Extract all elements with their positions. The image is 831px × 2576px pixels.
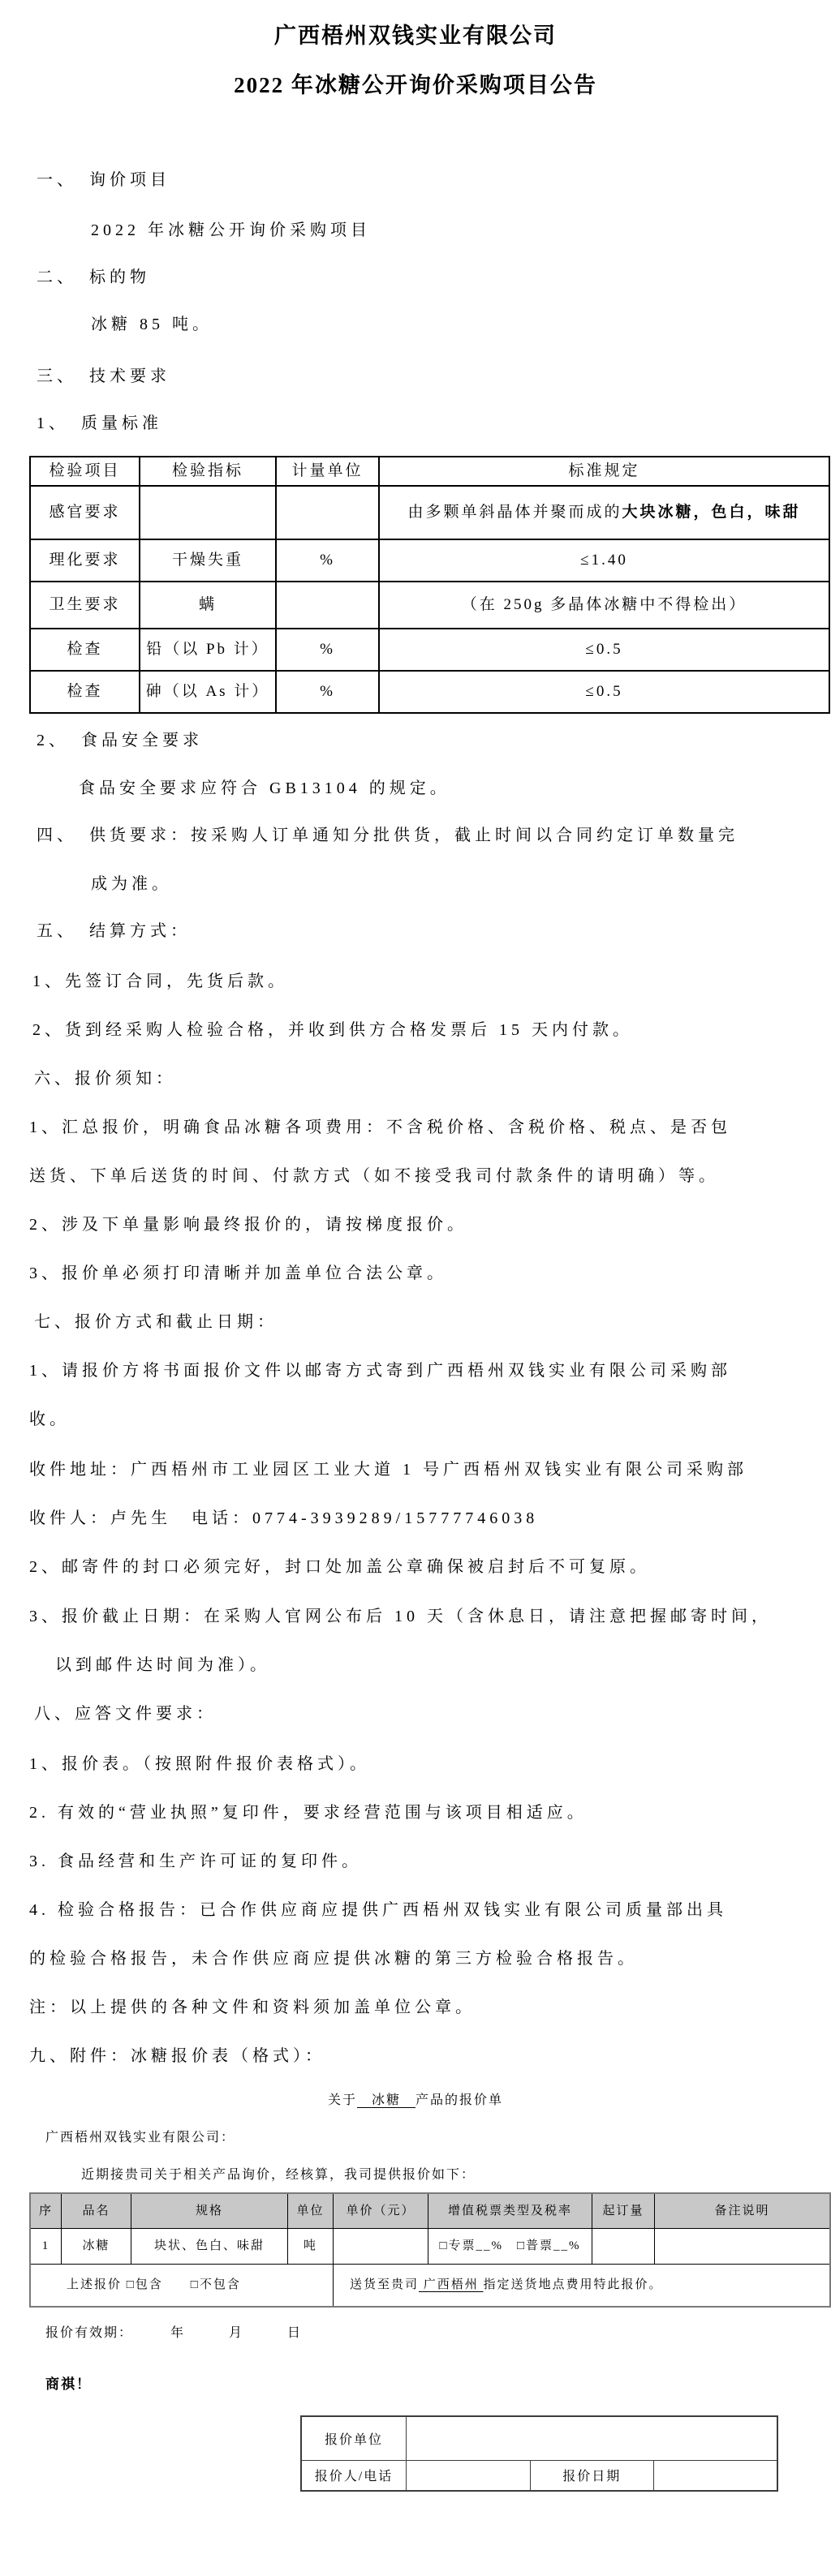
delivery-note-cell	[334, 2264, 831, 2307]
table-header-row	[30, 457, 829, 486]
table-header-row	[30, 2193, 830, 2228]
table-cell: 理化要求	[30, 539, 140, 582]
doc-line: 送货、下单后送货的时间、付款方式（如不接受我司付款条件的请明确）等。	[29, 1167, 719, 1185]
table-cell: ≤0.5	[379, 671, 829, 713]
quotation-table	[29, 2192, 822, 2308]
section-heading-quotation-notes: 六、报价须知：	[34, 1070, 176, 1088]
section-heading-response-docs: 八、应答文件要求：	[34, 1705, 217, 1723]
attachment-intro: 近期接贵司关于相关产品询价，经核算，我司提供报价如下：	[81, 2168, 476, 2182]
doc-line: 2022 年冰糖公开询价采购项目	[91, 221, 371, 239]
section-heading-technical: 三、 技术要求	[37, 367, 170, 385]
doc-line: 冰糖 85 吨。	[91, 316, 213, 333]
tax-type-cell: □专票__% □普票__%	[428, 2228, 592, 2264]
table-cell: 干燥失重	[140, 539, 276, 582]
table-cell: %	[276, 539, 379, 582]
closing-salutation: 商祺！	[45, 2376, 92, 2392]
std-text: 由多颗单斜晶体并聚而成的	[407, 504, 622, 521]
table-header-cell: 规格	[131, 2193, 288, 2228]
table-cell: 铅（以 Pb 计）	[140, 629, 276, 671]
table-row	[30, 582, 829, 629]
table-cell: 冰糖	[62, 2228, 131, 2264]
table-header-cell: 序	[30, 2193, 62, 2228]
table-row	[30, 539, 829, 582]
doc-line: 3、报价单必须打印清晰并加盖单位合法公章。	[29, 1264, 447, 1282]
table-cell	[592, 2228, 655, 2264]
section-heading-subject: 二、 标的物	[37, 268, 150, 286]
table-header-cell: 计量单位	[276, 457, 379, 486]
doc-line: 2、货到经采购人检验合格，并收到供方合格发票后 15 天内付款。	[32, 1021, 633, 1039]
doc-line: 2. 有效的“营业执照”复印件，要求经营范围与该项目相适应。	[29, 1804, 588, 1822]
doc-line: 1、请报价方将书面报价文件以邮寄方式寄到广西梧州双钱实业有限公司采购部	[29, 1362, 731, 1380]
table-row	[30, 486, 829, 539]
table-cell: %	[276, 629, 379, 671]
delivery-prefix: 送货至贵司	[350, 2278, 420, 2292]
table-row	[30, 629, 829, 671]
table-cell: ≤0.5	[379, 629, 829, 671]
doc-line: 1、报价表。（按照附件报价表格式）。	[29, 1755, 370, 1773]
table-cell: （在 250g 多晶体冰糖中不得检出）	[379, 582, 829, 629]
section-heading-supply: 四、 供货要求：按采购人订单通知分批供货，截止时间以合同约定订单数量完	[37, 826, 738, 844]
doc-line: 3. 食品经营和生产许可证的复印件。	[29, 1853, 362, 1870]
section-heading-inquiry: 一、 询价项目	[37, 171, 170, 189]
quote-contact-value-cell	[407, 2460, 531, 2491]
table-row	[301, 2416, 777, 2460]
table-cell: 卫生要求	[30, 582, 140, 629]
table-header-cell: 增值税票类型及税率	[428, 2193, 592, 2228]
attachment-addressee: 广西梧州双钱实业有限公司：	[45, 2131, 236, 2145]
doc-line: 的检验合格报告，未合作供应商应提供冰糖的第三方检验合格报告。	[29, 1950, 638, 1968]
section-heading-quote-method-deadline: 七、报价方式和截止日期：	[34, 1313, 278, 1331]
quote-title-product-underlined: 冰糖	[356, 2093, 416, 2107]
doc-line: 成为准。	[91, 875, 172, 893]
recipient-phone-line: 收件人：卢先生 电话：0774-3939289/15777746038	[29, 1509, 539, 1527]
subsection-quality-standard: 1、 质量标准	[37, 414, 162, 432]
table-cell: %	[276, 671, 379, 713]
signature-table	[300, 2415, 774, 2492]
table-cell: 块状、色白、味甜	[131, 2228, 288, 2264]
doc-line: 2、邮寄件的封口必须完好，封口处加盖公章确保被启封后不可复原。	[29, 1558, 650, 1576]
quote-includes-checkboxes-cell: 上述报价 □包含 □不包含	[30, 2264, 334, 2307]
table-row	[30, 2228, 830, 2264]
quote-title-suffix: 产品的报价单	[416, 2093, 504, 2107]
table-row	[30, 671, 829, 713]
quotation-table-grid	[29, 2192, 831, 2308]
table-cell: 吨	[288, 2228, 334, 2264]
quote-date-label-cell: 报价日期	[530, 2460, 654, 2491]
page-subtitle: 2022 年冰糖公开询价采购项目公告	[234, 73, 597, 97]
table-header-cell: 检验指标	[140, 457, 276, 486]
deadline-line: 3、报价截止日期：在采购人官网公布后 10 天（含休息日，请注意把握邮寄时间，	[29, 1608, 772, 1625]
table-header-cell: 备注说明	[655, 2193, 831, 2228]
table-cell: 检查	[30, 629, 140, 671]
quote-contact-label-cell: 报价人/电话	[301, 2460, 407, 2491]
table-cell: ≤1.40	[379, 539, 829, 582]
quality-standard-table-grid	[29, 456, 830, 714]
table-cell	[276, 486, 379, 539]
quote-date-value-cell	[654, 2460, 778, 2491]
table-cell: 螨	[140, 582, 276, 629]
delivery-place-underlined: 广西梧州	[419, 2278, 484, 2292]
quote-title-prefix: 关于	[327, 2093, 357, 2107]
table-cell: 砷（以 As 计）	[140, 671, 276, 713]
quote-validity-line: 报价有效期： 年 月 日	[45, 2326, 303, 2340]
doc-line: 食品安全要求应符合 GB13104 的规定。	[79, 779, 450, 797]
table-header-cell: 品名	[62, 2193, 131, 2228]
note-line: 注：以上提供的各种文件和资料须加盖单位公章。	[29, 1999, 476, 2016]
doc-line: 1、先签订合同，先货后款。	[32, 972, 288, 990]
table-cell	[379, 486, 829, 539]
doc-line: 以到邮件达时间为准）。	[55, 1656, 270, 1674]
table-row	[301, 2460, 777, 2491]
quote-company-value-cell	[407, 2416, 778, 2460]
table-header-cell: 起订量	[592, 2193, 655, 2228]
quality-standard-table	[29, 456, 822, 714]
table-header-cell: 检验项目	[30, 457, 140, 486]
subsection-food-safety: 2、 食品安全要求	[37, 732, 203, 749]
table-header-cell: 单价（元）	[334, 2193, 428, 2228]
signature-table-grid	[300, 2415, 778, 2492]
section-heading-attachment: 九、附件：冰糖报价表（格式）：	[29, 2047, 325, 2065]
table-cell	[276, 582, 379, 629]
doc-line: 收。	[29, 1410, 70, 1428]
table-cell: 感官要求	[30, 486, 140, 539]
table-cell: 1	[30, 2228, 62, 2264]
table-header-cell: 单位	[288, 2193, 334, 2228]
doc-line: 2、涉及下单量影响最终报价的，请按梯度报价。	[29, 1216, 467, 1234]
mailing-address-line: 收件地址：广西梧州市工业园区工业大道 1 号广西梧州双钱实业有限公司采购部	[29, 1461, 747, 1479]
page-title: 广西梧州双钱实业有限公司	[274, 24, 557, 48]
section-heading-settlement: 五、 结算方式：	[37, 922, 191, 940]
doc-line: 1、汇总报价，明确食品冰糖各项费用：不含税价格、含税价格、税点、是否包	[29, 1118, 731, 1136]
table-cell	[334, 2228, 428, 2264]
table-cell	[655, 2228, 831, 2264]
std-text-bold: 大块冰糖，色白，味甜	[622, 504, 801, 521]
table-footer-row	[30, 2264, 830, 2307]
table-cell	[140, 486, 276, 539]
doc-line: 4. 检验合格报告：已合作供应商应提供广西梧州双钱实业有限公司质量部出具	[29, 1901, 727, 1919]
table-cell: 检查	[30, 671, 140, 713]
attachment-quote-title	[0, 2091, 831, 2110]
quote-company-label-cell: 报价单位	[301, 2416, 407, 2460]
delivery-suffix: 指定送货地点费用特此报价。	[483, 2278, 663, 2292]
table-header-cell: 标准规定	[379, 457, 829, 486]
